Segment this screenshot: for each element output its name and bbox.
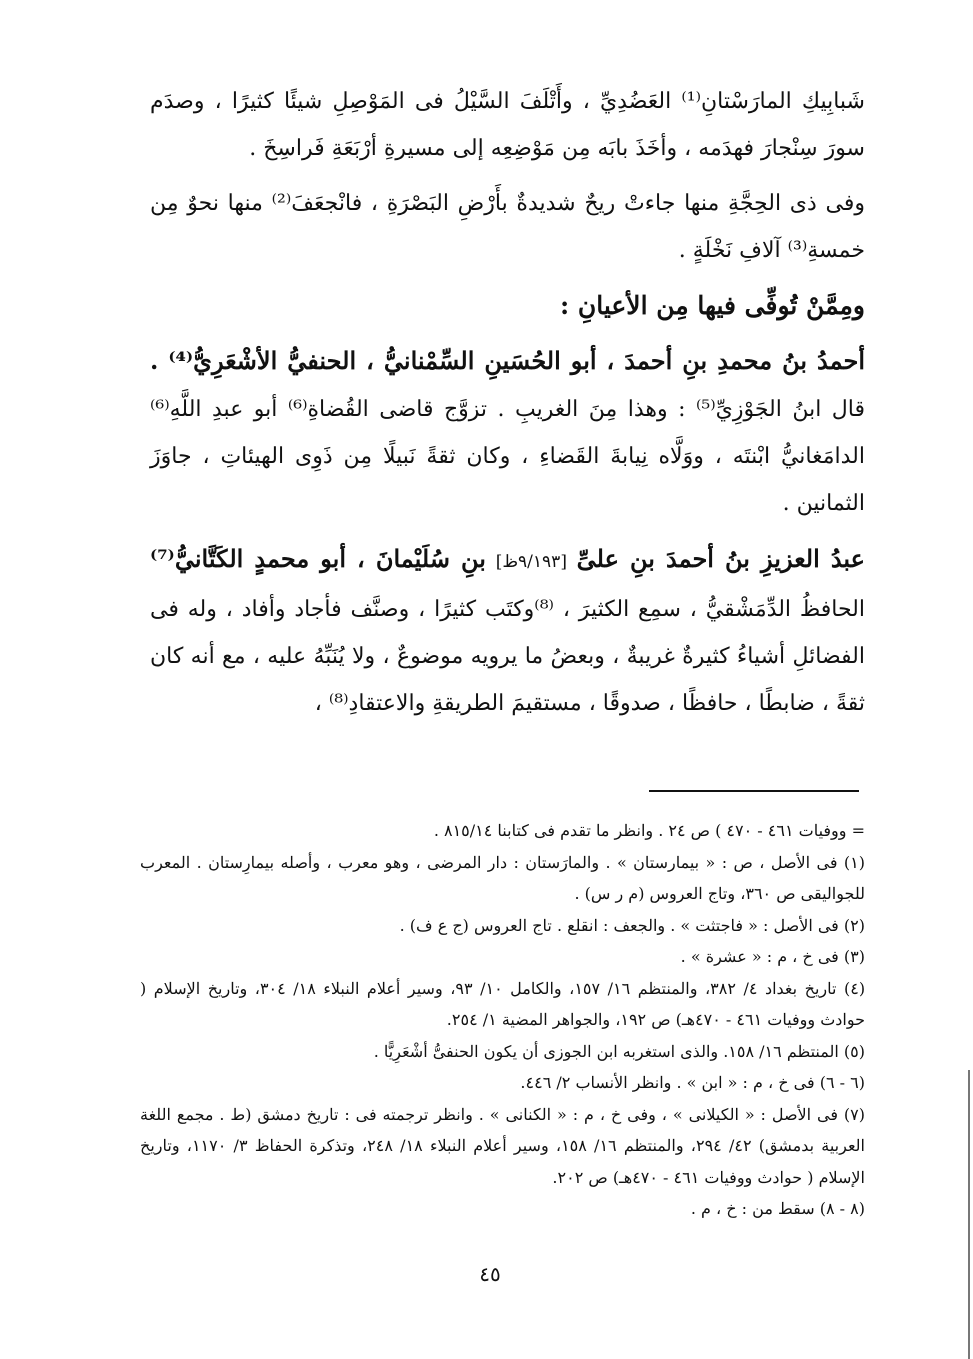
paragraph-2: وفى ذى الحِجَّةِ منها جاءتْ ريحٌ شديدةٌ بأَرْضِ البَصْرَةِ ، فانْجعَفَ⁽²⁾ منها نحوٌ مِن خمسةِ⁽³⁾ آلافِ نَخْلَةٍ . <box>150 191 865 263</box>
footnote-5: (٥) المنتظم ١٦/ ١٥٨. والذى استغربه ابن الجوزى أن يكون الحنفىُّ أشْعَرِيًّا . <box>373 1041 865 1061</box>
scan-edge-line <box>968 1070 970 1359</box>
entry-ahmad-name: أحمدُ بنُ محمدِ بنِ أحمدَ ، أبو الحُسَينِ السِّمْنانيُّ ، الحنفيُّ الأشْعَرِيُّ⁽⁴⁾ . <box>150 346 866 375</box>
footnote-4: (٤) تاريخ بغداد ٤/ ٣٨٢، والمنتظم ١٦/ ١٥٧، والكامل ١٠/ ٩٣، وسير أعلام النبلاء ١٨/ ٣٠٤، وتاريخ الإسلام ( حوادث ووفيات ٤٦١ - ٤٧٠هـ) ص ١٩٢، والجواهر المضية ١/ ٢٥٤. <box>140 978 866 1029</box>
footnote-2: (٢) فى الأصل : « فاجتثت » . والجعف : انقلع . تاج العروس (ج ع ف) . <box>399 915 865 935</box>
footnote-3: (٣) فى خ ، م : « عشرة » . <box>680 947 865 966</box>
footnotes <box>140 815 865 1225</box>
footnote-8: (٨ - ٨) سقط من : خ ، م . <box>690 1199 865 1218</box>
main-text <box>150 78 865 727</box>
footnote-7: (٧) فى الأصل : « الكيلانى » ، وفى خ ، م : « الكنانى » . وانظر ترجمته فى : تاريخ دمشق (ط . مجمع اللغة العربية بدمشق) ٤٢/ ٢٩٤، والمنتظم ١٦/ ١٥٨، وسير أعلام النبلاء ١٨/ ٢٤٨، وتذكرة الحفاظ ٣/ ١١٧٠، وتاريخ الإسلام ( حوادث ووفيات ٤٦١ - ٤٧٠هـ) ص ٢٠٢. <box>140 1104 865 1187</box>
footnote-divider <box>649 790 859 792</box>
footnote-continued: = ووفيات ٤٦١ - ٤٧٠ ) ص ٢٤ . وانظر ما تقدم فى كتابنا ٨١٥/١٤ . <box>433 821 865 840</box>
section-heading: ومِمَّنْ تُوفِّى فيها مِن الأعيانِ : <box>559 291 865 320</box>
manuscript-marker: [٩/١٩٣ظ] <box>495 552 567 572</box>
entry-abdulaziz-text: الحافظُ الدِّمَشْقيُّ ، سمِع الكثيرَ ، ⁽⁸⁾وكتَب كثيرًا ، وصنَّف فأجاد وأفاد ، وله فى الفضائلِ أشياءُ كثيرةٌ غريبةٌ ، وبعضُ ما يرويه موضوعٌ ، ولا يُنَبِّهُ عليه ، مع أنه كان ثقةً ، ضابطًا ، حافظًا ، صدوقًا ، مستقيمَ الطريقةِ والاعتقادِ⁽⁸⁾ ، <box>150 597 866 716</box>
page-number: ٤٥ <box>479 1262 501 1286</box>
entry-ahmad-text: قال ابنُ الجَوْزِيِّ⁽⁵⁾ : وهذا مِنَ الغريبِ . تزوَّج قاضى القُضاةِ⁽⁶⁾ أبو عبدِ اللَّهِ⁽⁶⁾ الدامَغانيُّ ابْنتَه ، ووَلَّاه نِيابةَ القَضاءِ ، وكان ثقةً نَبيلًا مِن ذَوِى الهيئاتِ ، جاوَزَ الثمانين . <box>150 397 865 516</box>
entry-abdulaziz <box>150 535 865 727</box>
paragraph-1: شَبابِيكِ المارَسْتانِ⁽¹⁾ العَضُدِيِّ ، وأَتْلَفَ السَّيْلُ فى المَوْصِلِ شيئًا كثيرًا ، وصدَم سورَ سِنْجارَ فهدَمه ، وأخَذَ بابَه مِن مَوْضِعِه إلى مسيرةِ أرْبَعَةِ فَراسِخَ . <box>150 89 865 161</box>
entry-abdulaziz-name-rest: بنِ سُلَيْمانَ ، أبو محمدٍ الكَتَّانيُّ⁽⁷⁾ <box>150 544 486 573</box>
entry-abdulaziz-name: عبدُ العزيزِ بنُ أحمدَ بنِ علىِّ <box>576 544 865 573</box>
footnote-1: (١) فى الأصل ، ص : « بيمارستان » . والمارَستان : دار المرضى ، وهو معرب ، وأصله بيمارِستان . المعرب للجواليقى ص ٣٦٠، وتاج العروس (م ر س) . <box>140 852 866 903</box>
entry-ahmad <box>150 337 865 527</box>
footnote-6: (٦ - ٦) فى خ ، م : « ابن » . وانظر الأنساب ٢/ ٤٤٦. <box>520 1073 865 1092</box>
